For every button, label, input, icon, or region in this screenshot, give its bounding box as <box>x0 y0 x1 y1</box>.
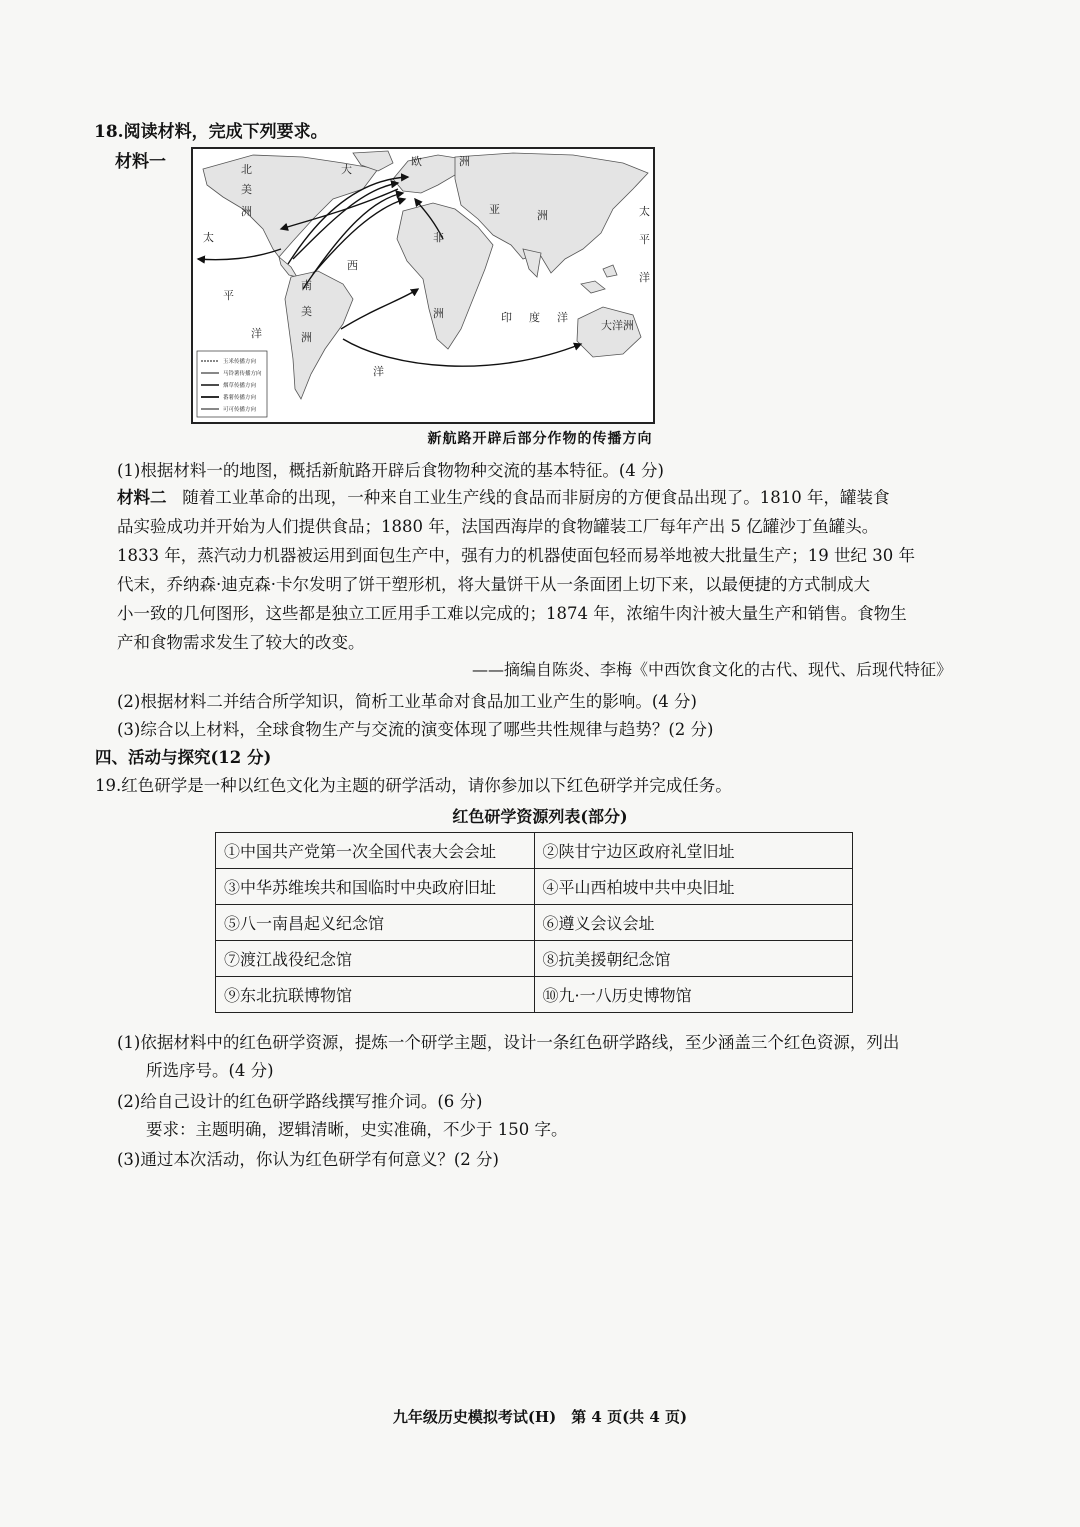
material-2-line: 品实验成功并开始为人们提供食品；1880 年，法国西海岸的食物罐装工厂每年产出 5 亿罐沙丁鱼罐头。 <box>117 517 879 536</box>
map-label: 洋 <box>251 327 262 340</box>
material-2-source: ——摘编自陈炎、李梅《中西饮食文化的古代、现代、后现代特征》 <box>471 660 952 679</box>
q19-sub1-cont: 所选序号。(4 分) <box>146 1061 274 1080</box>
q18-sub2: (2)根据材料二并结合所学知识，简析工业革命对食品加工业产生的影响。(4 分) <box>117 692 697 711</box>
material-1-label: 材料一 <box>115 152 166 172</box>
map-label: 洲 <box>433 307 444 320</box>
map-label: 北 <box>241 163 252 176</box>
map-label: 大 <box>341 163 352 176</box>
material-2 <box>117 483 957 657</box>
map-legend <box>197 351 267 417</box>
map-label: 洲 <box>301 331 312 344</box>
q19-sub2-requirement: 要求：主题明确，逻辑清晰，史实准确，不少于 150 字。 <box>146 1120 568 1139</box>
map-caption: 新航路开辟后部分作物的传播方向 <box>427 431 653 447</box>
table-row <box>216 833 853 869</box>
map-label: 大洋洲 <box>601 319 634 332</box>
table-cell: ④平山西柏坡中共中央旧址 <box>534 869 853 905</box>
material-2-line: 小一致的几何图形，这些都是独立工匠用手工难以完成的；1874 年，浓缩牛肉汁被大量生产和销售。食物生 <box>117 604 907 623</box>
table-row <box>216 941 853 977</box>
legend-item: 番薯传播方向 <box>223 395 257 401</box>
table-cell: ⑤八一南昌起义纪念馆 <box>216 905 535 941</box>
legend-item: 可可传播方向 <box>223 407 257 413</box>
table-cell: ⑩九·一八历史博物馆 <box>534 977 853 1013</box>
page-footer: 九年级历史模拟考试(H) 第 4 页(共 4 页) <box>392 1408 688 1426</box>
material-2-line: 1833 年，蒸汽动力机器被运用到面包生产中，强有力的机器使面包轻而易举地被大批量生产；19 世纪 30 年 <box>117 546 915 565</box>
map-label: 洋 <box>373 365 384 378</box>
world-map-figure <box>193 149 653 422</box>
map-label: 太 <box>639 205 650 218</box>
question-19-title: 19.红色研学是一种以红色文化为主题的研学活动，请你参加以下红色研学并完成任务。 <box>95 776 732 795</box>
map-label: 美 <box>301 305 312 318</box>
map-label: 洋 <box>557 311 568 324</box>
legend-item: 烟草传播方向 <box>223 383 257 389</box>
map-label: 亚 <box>489 203 500 216</box>
map-label: 平 <box>639 233 650 246</box>
map-label: 洲 <box>537 209 548 222</box>
q19-sub3: (3)通过本次活动，你认为红色研学有何意义？(2 分) <box>117 1150 499 1169</box>
map-label: 平 <box>223 289 234 302</box>
table-cell: ⑥遵义会议会址 <box>534 905 853 941</box>
map-label: 洲 <box>459 155 470 168</box>
map-label: 非 <box>433 231 444 244</box>
crop-spread-map <box>191 147 655 424</box>
map-label: 南 <box>301 279 312 292</box>
map-label: 洲 <box>241 205 252 218</box>
table-row <box>216 905 853 941</box>
table-cell: ⑦渡江战役纪念馆 <box>216 941 535 977</box>
map-label: 欧 <box>411 155 422 168</box>
table-cell: ②陕甘宁边区政府礼堂旧址 <box>534 833 853 869</box>
question-18-title: 18.阅读材料，完成下列要求。 <box>94 122 328 142</box>
material-2-line: 随着工业革命的出现，一种来自工业生产线的食品而非厨房的方便食品出现了。1810 年，罐装食 <box>182 488 890 507</box>
table-row <box>216 869 853 905</box>
map-label: 印 <box>501 311 512 324</box>
map-label: 美 <box>241 183 252 196</box>
q19-sub1: (1)依据材料中的红色研学资源，提炼一个研学主题，设计一条红色研学路线，至少涵盖三个红色资源，列出 <box>117 1033 900 1052</box>
section-4-heading: 四、活动与探究(12 分) <box>95 748 272 767</box>
table-cell: ③中华苏维埃共和国临时中央政府旧址 <box>216 869 535 905</box>
material-2-label: 材料二 <box>117 488 167 507</box>
q18-sub1: (1)根据材料一的地图，概括新航路开辟后食物物种交流的基本特征。(4 分) <box>117 461 664 480</box>
material-2-line: 产和食物需求发生了较大的改变。 <box>117 633 365 652</box>
table-cell: ⑧抗美援朝纪念馆 <box>534 941 853 977</box>
legend-item: 玉米传播方向 <box>223 359 257 365</box>
q19-sub2: (2)给自己设计的红色研学路线撰写推介词。(6 分) <box>117 1092 483 1111</box>
table-cell: ⑨东北抗联博物馆 <box>216 977 535 1013</box>
map-label: 洋 <box>639 271 650 284</box>
table-cell: ①中国共产党第一次全国代表大会会址 <box>216 833 535 869</box>
q18-sub3: (3)综合以上材料，全球食物生产与交流的演变体现了哪些共性规律与趋势？(2 分) <box>117 720 714 739</box>
legend-item: 马铃薯传播方向 <box>223 371 262 377</box>
table-caption: 红色研学资源列表(部分) <box>452 807 628 826</box>
red-resources-table <box>215 832 853 1013</box>
map-label: 太 <box>203 231 214 244</box>
material-2-line: 代末，乔纳森·迪克森·卡尔发明了饼干塑形机，将大量饼干从一条面团上切下来，以最便捷的方式制成大 <box>117 575 870 594</box>
map-label: 西 <box>347 259 358 272</box>
map-label: 度 <box>529 311 540 324</box>
table-row <box>216 977 853 1013</box>
